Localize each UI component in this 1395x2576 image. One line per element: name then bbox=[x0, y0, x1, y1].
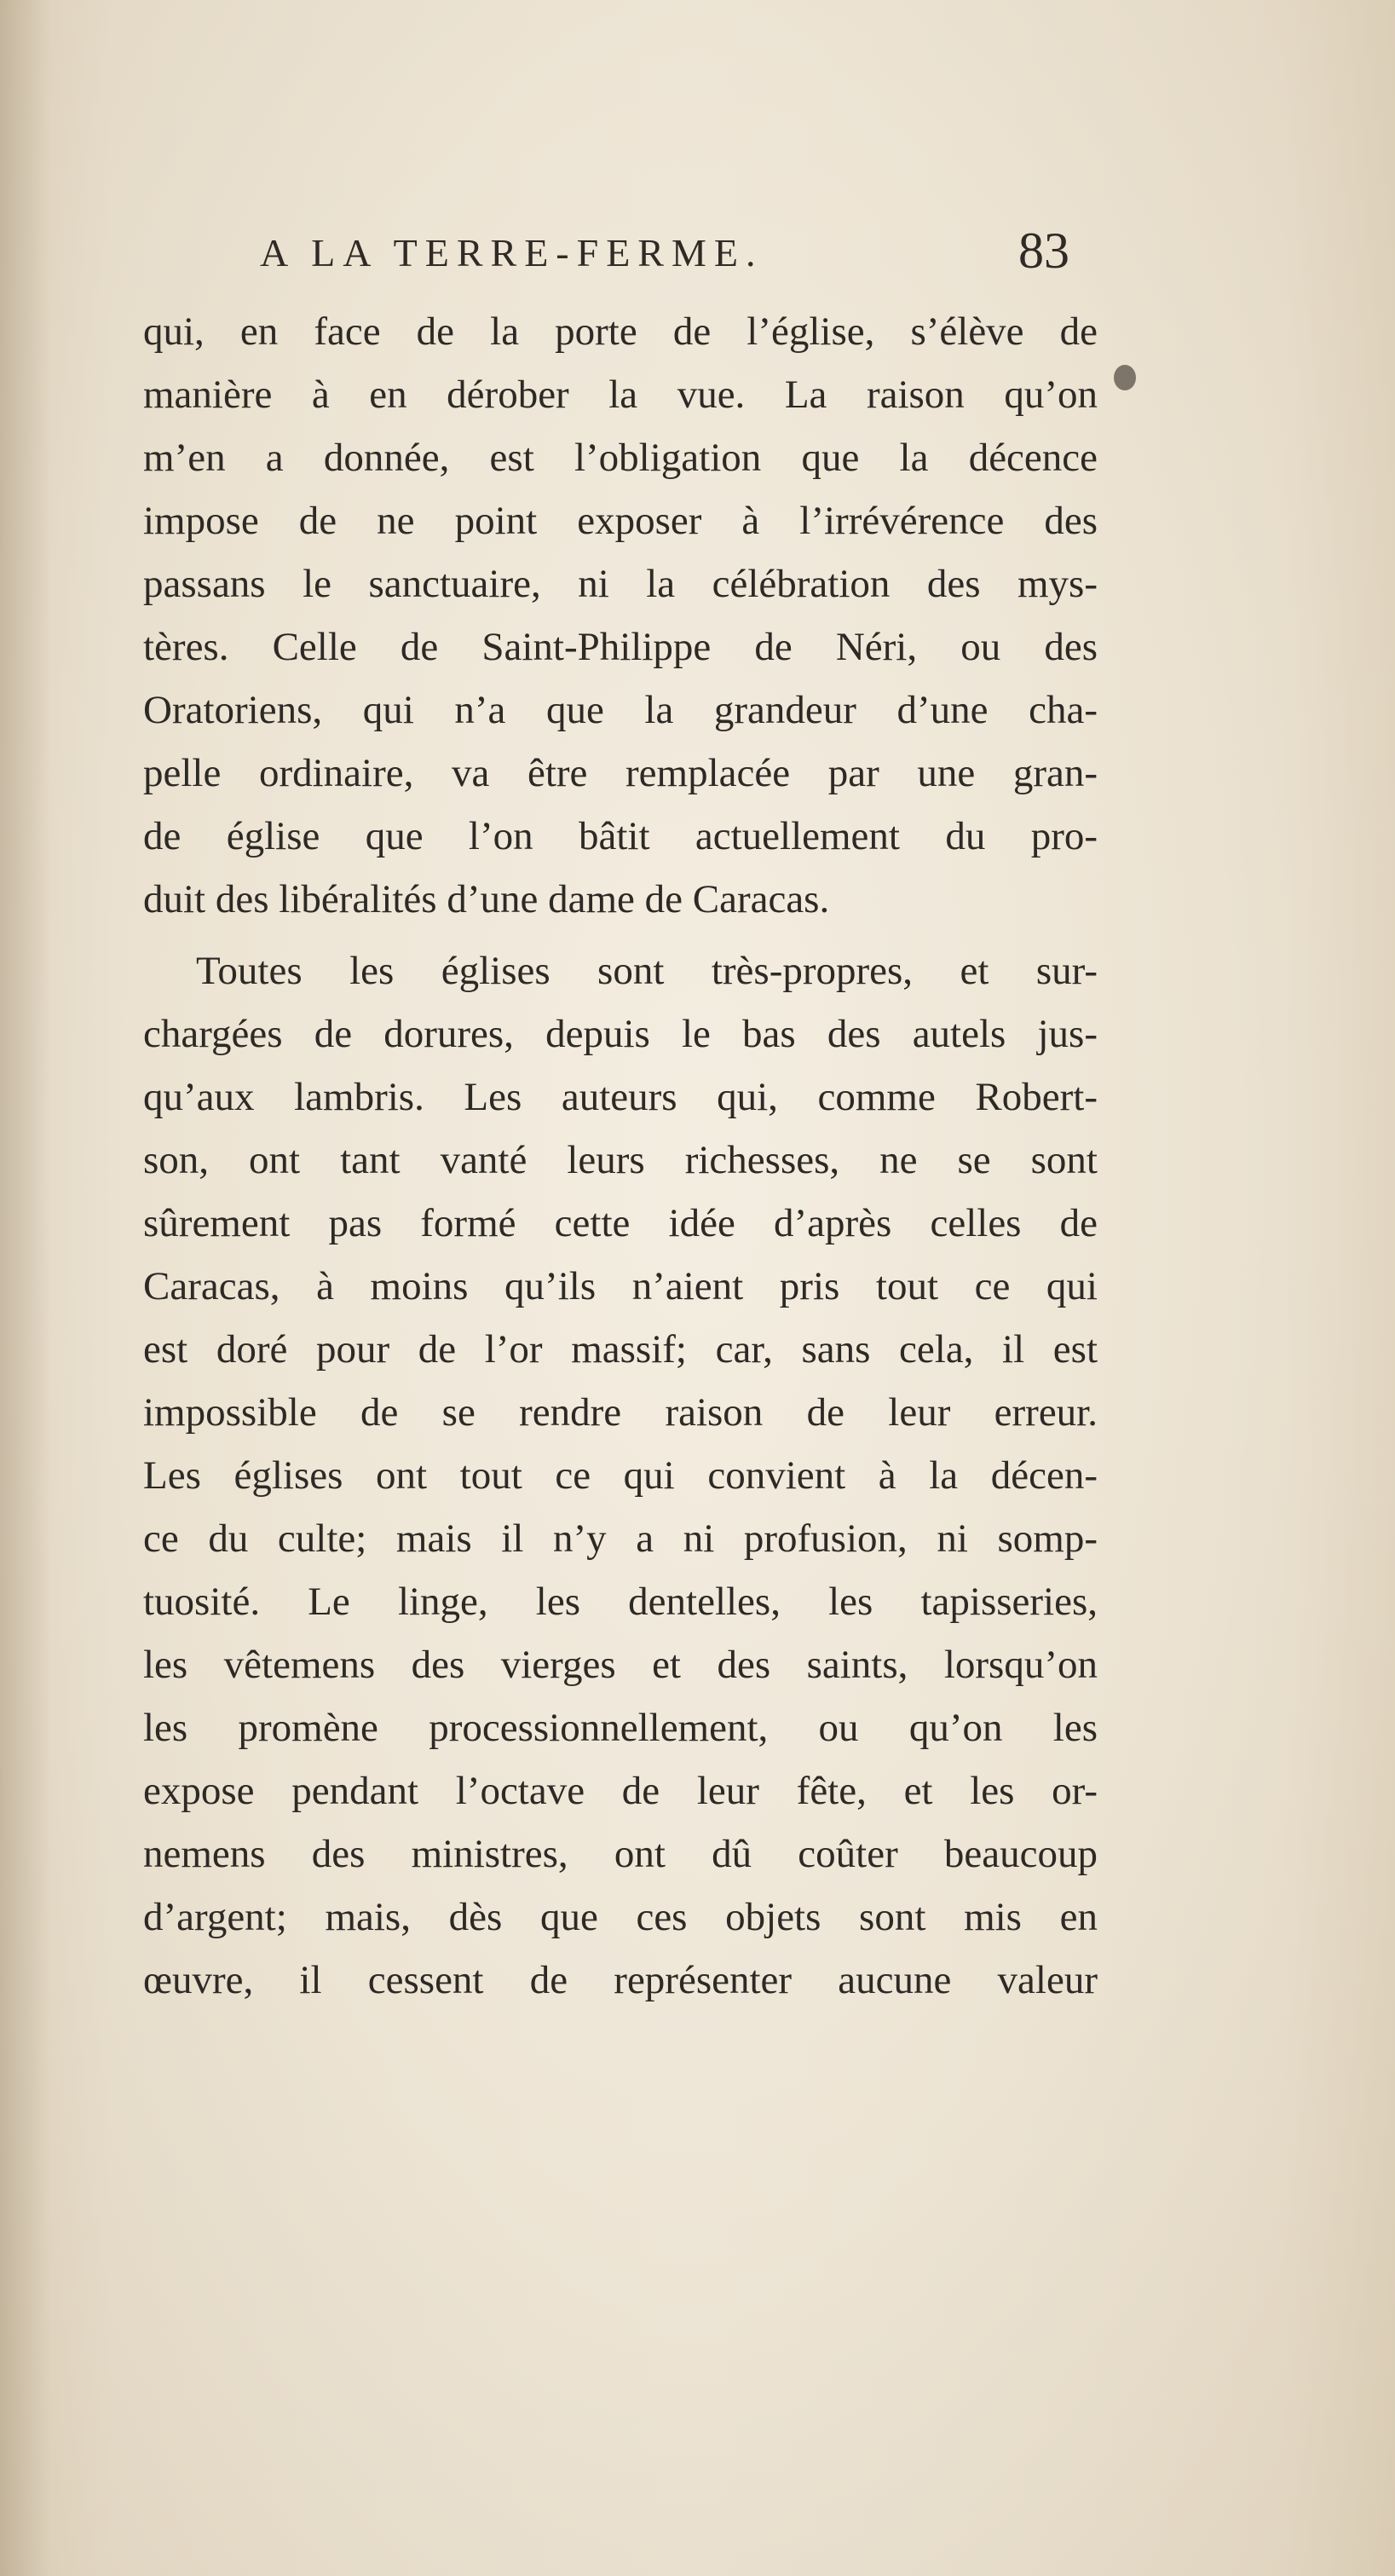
text-line: d’argent; mais, dès que ces objets sont mis en bbox=[143, 1895, 1098, 1939]
text-line: Oratoriens, qui n’a que la grandeur d’une cha- bbox=[143, 688, 1098, 732]
text-line: chargées de dorures, depuis le bas des autels jus- bbox=[143, 1012, 1098, 1056]
paragraph-1 bbox=[143, 300, 1098, 931]
text-line: sûrement pas formé cette idée d’après celles de bbox=[143, 1201, 1098, 1245]
text-line: impose de ne point exposer à l’irrévérence des bbox=[143, 499, 1098, 543]
text-line: nemens des ministres, ont dû coûter beaucoup bbox=[143, 1832, 1098, 1876]
text-line: m’en a donnée, est l’obligation que la décence bbox=[143, 436, 1098, 480]
text-line: Toutes les églises sont très-propres, et sur- bbox=[196, 949, 1098, 993]
body-text bbox=[143, 300, 1098, 2012]
text-line: son, ont tant vanté leurs richesses, ne se sont bbox=[143, 1138, 1098, 1182]
text-line: passans le sanctuaire, ni la célébration des mys- bbox=[143, 562, 1098, 606]
text-line: est doré pour de l’or massif; car, sans cela, il est bbox=[143, 1327, 1098, 1372]
text-line: tères. Celle de Saint-Philippe de Néri, ou des bbox=[143, 625, 1098, 669]
page-fold-shadow bbox=[0, 0, 51, 2576]
page-number: 83 bbox=[1018, 222, 1069, 279]
text-line: ce du culte; mais il n’y a ni profusion, ni somp- bbox=[143, 1516, 1098, 1561]
text-line: les vêtemens des vierges et des saints, lorsqu’on bbox=[143, 1643, 1098, 1687]
text-line: impossible de se rendre raison de leur erreur. bbox=[143, 1390, 1098, 1435]
text-line: pelle ordinaire, va être remplacée par une gran- bbox=[143, 751, 1098, 795]
text-line: Les églises ont tout ce qui convient à la décen- bbox=[143, 1453, 1098, 1498]
text-line: duit des libéralités d’une dame de Caracas. bbox=[143, 877, 830, 921]
text-line: qui, en face de la porte de l’église, s’élève de bbox=[143, 309, 1098, 354]
ink-spot bbox=[1114, 365, 1136, 390]
text-line: les promène processionnellement, ou qu’on les bbox=[143, 1706, 1098, 1750]
text-line: Caracas, à moins qu’ils n’aient pris tout ce qui bbox=[143, 1264, 1098, 1308]
text-line: qu’aux lambris. Les auteurs qui, comme Robert- bbox=[143, 1075, 1098, 1119]
text-line: manière à en dérober la vue. La raison qu’on bbox=[143, 373, 1098, 417]
text-line: tuosité. Le linge, les dentelles, les tapisseries, bbox=[143, 1580, 1098, 1624]
text-line: expose pendant l’octave de leur fête, et les or- bbox=[143, 1769, 1098, 1813]
text-line: œuvre, il cessent de représenter aucune valeur bbox=[143, 1958, 1098, 2002]
running-head bbox=[0, 223, 1395, 283]
paragraph-2 bbox=[143, 939, 1098, 2012]
running-head-title: A LA TERRE-FERME. bbox=[260, 231, 764, 274]
text-line: de église que l’on bâtit actuellement du pro- bbox=[143, 814, 1098, 858]
